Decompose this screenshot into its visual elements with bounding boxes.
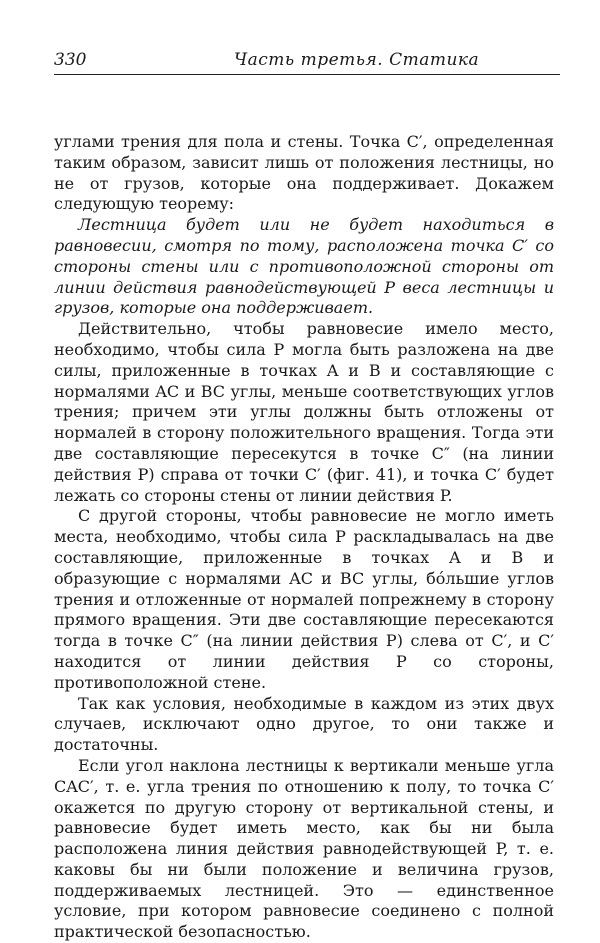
running-title: Часть третья. Статика — [234, 50, 480, 70]
paragraph-conclusion: Если угол наклона лестницы к вертикали меньше угла CAC′, т. е. угла трения по отношению к полу, то точка C′ окажется по другую сторону от вертикальной стены, и равновесие будет иметь место, как бы ни была расположена линия действия равнодействующей P, т. е. каковы бы ни были положение и величина грузов, поддерживаемых лестницей. Это — единственное условие, при котором равновесие соединено с полной практической безопасностью. — [54, 755, 554, 942]
book-page — [54, 42, 554, 943]
paragraph-continuation: углами трения для пола и стены. Точка C′, определенная таким образом, зависит лишь от положения лестницы, но не от грузов, которые она поддерживает. Докажем следующую теорему: — [54, 132, 554, 214]
page-header — [54, 42, 554, 72]
theorem-statement: Лестница будет или не будет находиться в равновесии, смотря по тому, расположена точка C′ со стороны стены или с противоположной стороны от линии действия равнодействующей P веса лестницы и грузов, которые она поддерживает. — [54, 215, 554, 318]
page-number: 330 — [54, 50, 87, 70]
header-rule — [54, 74, 560, 75]
body-text — [54, 132, 554, 943]
paragraph-proof-equilibrium: Действительно, чтобы равновесие имело место, необходимо, чтобы сила P могла быть разложена на две силы, приложенные в точках A и B и составляющие с нормалями AC и BC углы, меньше соответствующих углов трения; причем эти углы должны быть отложены от нормалей в сторону положительного вращения. Тогда эти две составляющие пересекутся в точке C″ (на линии действия P) справа от точки C′ (фиг. 41), и точка C′ будет лежать со стороны стены от линии действия P. — [54, 319, 554, 505]
paragraph-proof-no-equilibrium: С другой стороны, чтобы равновесие не могло иметь места, необходимо, чтобы сила P раскладывалась на две составляющие, приложенные в точках A и B и образующие с нормалями AC и BC углы, бо́льшие углов трения и отложенные от нормалей попрежнему в сторону прямого вращения. Эти две составляющие пересекаются тогда в точке C″ (на линии действия P) слева от C′, и C′ находится от линии действия P со стороны, противоположной стене. — [54, 506, 554, 692]
paragraph-sufficiency: Так как условия, необходимые в каждом из этих двух случаев, исключают одно другое, то они также и достаточны. — [54, 693, 554, 755]
